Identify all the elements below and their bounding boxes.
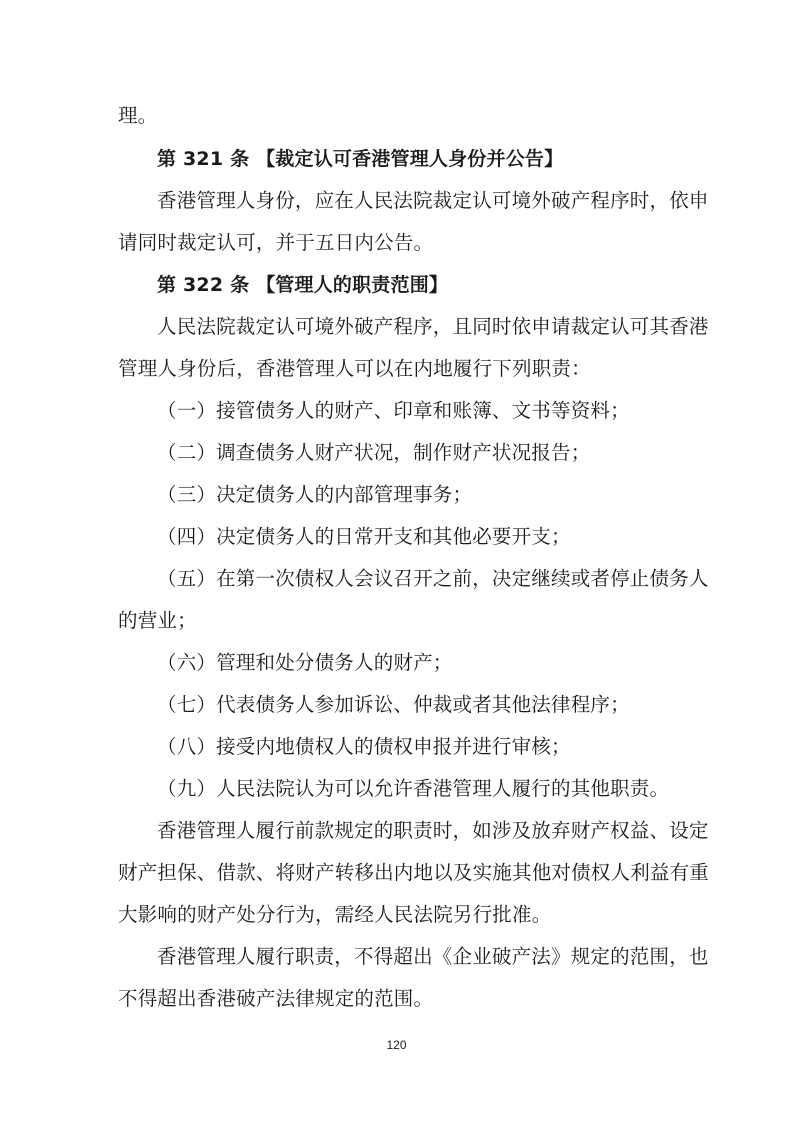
scope-paragraph-line: 不得超出香港破产法律规定的范围。: [118, 987, 434, 1010]
duty-item-8: （八）接受内地债权人的债权申报并进行审核；: [157, 735, 571, 758]
approval-paragraph-line: 香港管理人履行前款规定的职责时，如涉及放弃财产权益、设定: [157, 819, 709, 842]
duty-item-5: （五）在第一次债权人会议召开之前，决定继续或者停止债务人: [157, 567, 709, 590]
duty-item-3: （三）决定债务人的内部管理事务；: [157, 483, 473, 506]
duty-item-1: （一）接管债务人的财产、印章和账簿、文书等资料；: [157, 399, 630, 422]
article-321-heading: 第 321 条 【裁定认可香港管理人身份并公告】: [157, 148, 564, 170]
page-number: 120: [386, 1038, 407, 1052]
article-321-paragraph-line: 请同时裁定认可，并于五日内公告。: [118, 231, 434, 254]
duty-item-2: （二）调查债务人财产状况，制作财产状况报告；: [157, 441, 591, 464]
approval-paragraph-line: 财产担保、借款、将财产转移出内地以及实施其他对债权人利益有重: [118, 861, 710, 884]
duty-item-9: （九）人民法院认为可以允许香港管理人履行的其他职责。: [157, 777, 670, 800]
article-322-heading: 第 322 条 【管理人的职责范围】: [157, 274, 449, 296]
approval-paragraph-line: 大影响的财产处分行为，需经人民法院另行批准。: [118, 903, 552, 926]
scope-paragraph-line: 香港管理人履行职责，不得超出《企业破产法》规定的范围，也: [157, 945, 709, 968]
article-321-paragraph-line: 香港管理人身份，应在人民法院裁定认可境外破产程序时，依申: [157, 189, 709, 212]
article-322-intro-line: 管理人身份后，香港管理人可以在内地履行下列职责：: [118, 357, 591, 380]
duty-item-5-continuation: 的营业；: [118, 609, 197, 632]
duty-item-7: （七）代表债务人参加诉讼、仲裁或者其他法律程序；: [157, 693, 630, 716]
duty-item-6: （六）管理和处分债务人的财产；: [157, 651, 453, 674]
article-322-intro-line: 人民法院裁定认可境外破产程序，且同时依申请裁定认可其香港: [157, 315, 709, 338]
text-line-continuation: 理。: [118, 104, 158, 127]
duty-item-4: （四）决定债务人的日常开支和其他必要开支；: [157, 525, 571, 548]
